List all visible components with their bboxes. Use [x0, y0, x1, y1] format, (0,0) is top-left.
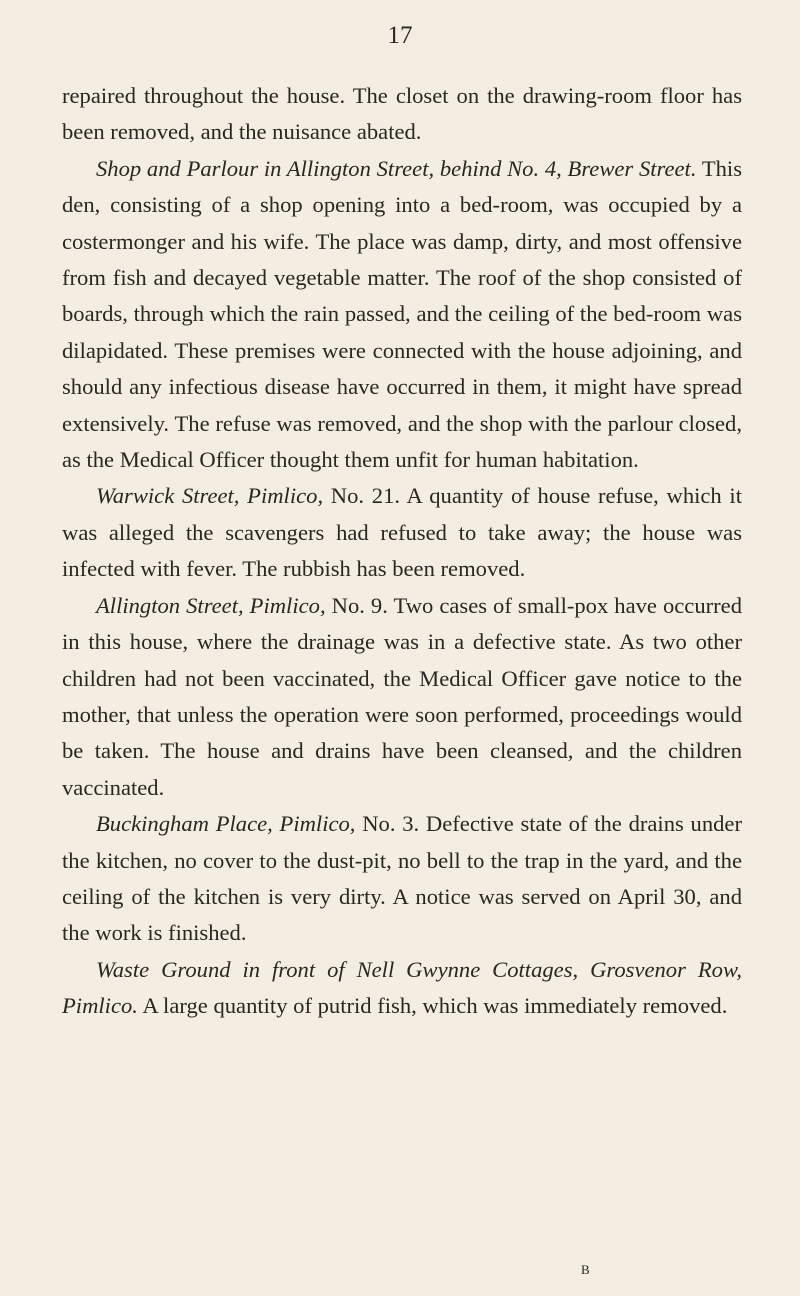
- paragraph-text: This den, consisting of a shop opening into a bed-room, was occupied by a costermonger and his wife. The place was damp, dirty, and most offensive from fish and decayed vegetable matter. The roof of the shop consisted of boards, through which the rain passed, and the ceiling of the bed-room was dilapidated. These premises were connected with the house adjoining, and should any infectious disease have occurred in them, it might have spread extensively. The refuse was removed, and the shop with the parlour closed, as the Medical Officer thought them unfit for human habitation.: [62, 155, 742, 473]
- paragraph-waste-ground: [62, 952, 742, 1025]
- paragraph-heading: Waste Ground in front of Nell Gwynne Cottages, Grosvenor Row, Pimlico.: [62, 956, 742, 1019]
- paragraph-text: No. 9. Two cases of small-pox have occurred in this house, where the drainage was in a defective state. As two other children had not been vaccinated, the Medical Officer gave notice to the mother, that unless the operation were soon performed, proceedings would be taken. The house and drains have been cleansed, and the children vaccinated.: [62, 592, 742, 800]
- paragraph-text: repaired throughout the house. The closet on the drawing-room floor has been removed, and the nuisance abated.: [62, 83, 742, 145]
- paragraph-allington-brewer: [62, 151, 742, 479]
- paragraph-continuation: [62, 78, 742, 151]
- paragraph-allington-pimlico: [62, 588, 742, 806]
- paragraph-heading: Allington Street, Pimlico,: [96, 592, 326, 618]
- paragraph-heading: Shop and Parlour in Allington Street, behind No. 4, Brewer Street.: [96, 155, 697, 181]
- paragraph-buckingham-place: [62, 806, 742, 952]
- signature-mark: B: [581, 1262, 591, 1277]
- page-number: 17: [387, 22, 413, 49]
- paragraph-text: A large quantity of putrid fish, which was immediately removed.: [137, 993, 728, 1019]
- paragraph-text: No. 21. A quantity of house refuse, which it was alleged the scavengers had refused to take away; the house was infected with fever. The rubbish has been removed.: [62, 483, 742, 582]
- paragraph-heading: Warwick Street, Pimlico,: [96, 483, 324, 509]
- paragraph-warwick-street: [62, 478, 742, 587]
- body-text: [62, 78, 742, 1025]
- paragraph-text: No. 3. Defective state of the drains under the kitchen, no cover to the dust-pit, no bell to the trap in the yard, and the ceiling of the kitchen is very dirty. A notice was served on April 30, and the work is finished.: [62, 811, 742, 946]
- paragraph-heading: Buckingham Place, Pimlico,: [96, 811, 356, 837]
